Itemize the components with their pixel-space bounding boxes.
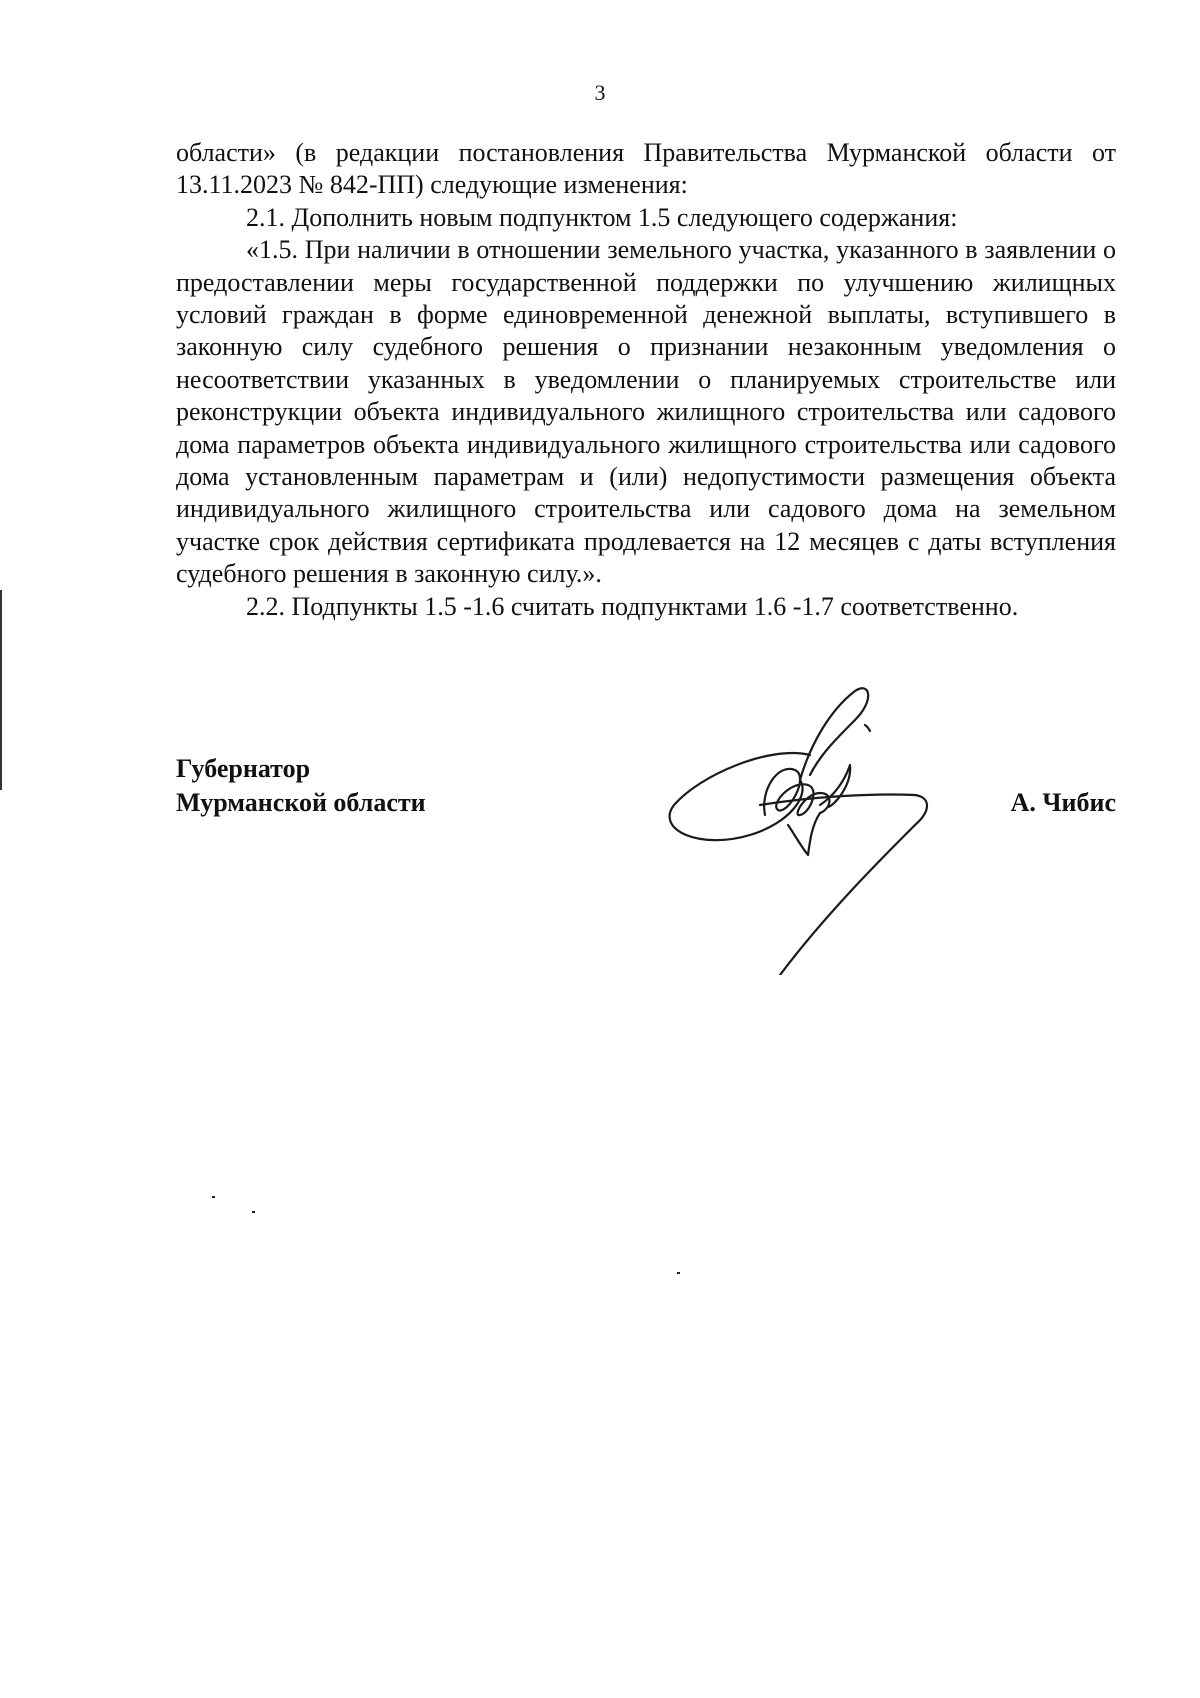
handwritten-signature [660, 685, 960, 975]
paragraph-continuation: области» (в редакции постановления Правительства Мурманской области от 13.11.2023 № 842-ПП) следующие изменения: [176, 138, 1116, 200]
signatory-position-line1: Губернатор [176, 754, 311, 783]
paragraph-2-1: 2.1. Дополнить новым подпунктом 1.5 следующего содержания: [246, 202, 958, 232]
document-body [176, 137, 1116, 623]
page-number: 3 [594, 80, 606, 105]
scan-speck [212, 1196, 215, 1198]
scan-speck [252, 1211, 255, 1213]
scan-edge-mark [0, 590, 2, 790]
paragraph-2-2: 2.2. Подпункты 1.5 -1.6 считать подпунктами 1.6 -1.7 соответственно. [246, 591, 1019, 621]
paragraph-1-5-quote: «1.5. При наличии в отношении земельного участка, указанного в заявлении о предоставлении меры государственной поддержки по улучшению жилищных условий граждан в форме единовременной денежной выплаты, вступившего в законную силу судебного решения о признании незаконным уведомления о несоответствии указанных в уведомлении о планируемых строительстве или реконструкции объекта индивидуального жилищного строительства или садового дома параметров объекта индивидуального жилищного строительства или садового дома установленным параметрам и (или) недопустимости размещения объекта индивидуального жилищного строительства или садового дома на земельном участке срок действия сертификата продлевается на 12 месяцев с даты вступления судебного решения в законную силу.». [176, 235, 1116, 589]
signatory-position [176, 752, 576, 820]
scan-speck [677, 1272, 680, 1274]
signatory-position-line2: Мурманской области [176, 788, 426, 817]
signatory-name: А. Чибис [1010, 788, 1116, 817]
